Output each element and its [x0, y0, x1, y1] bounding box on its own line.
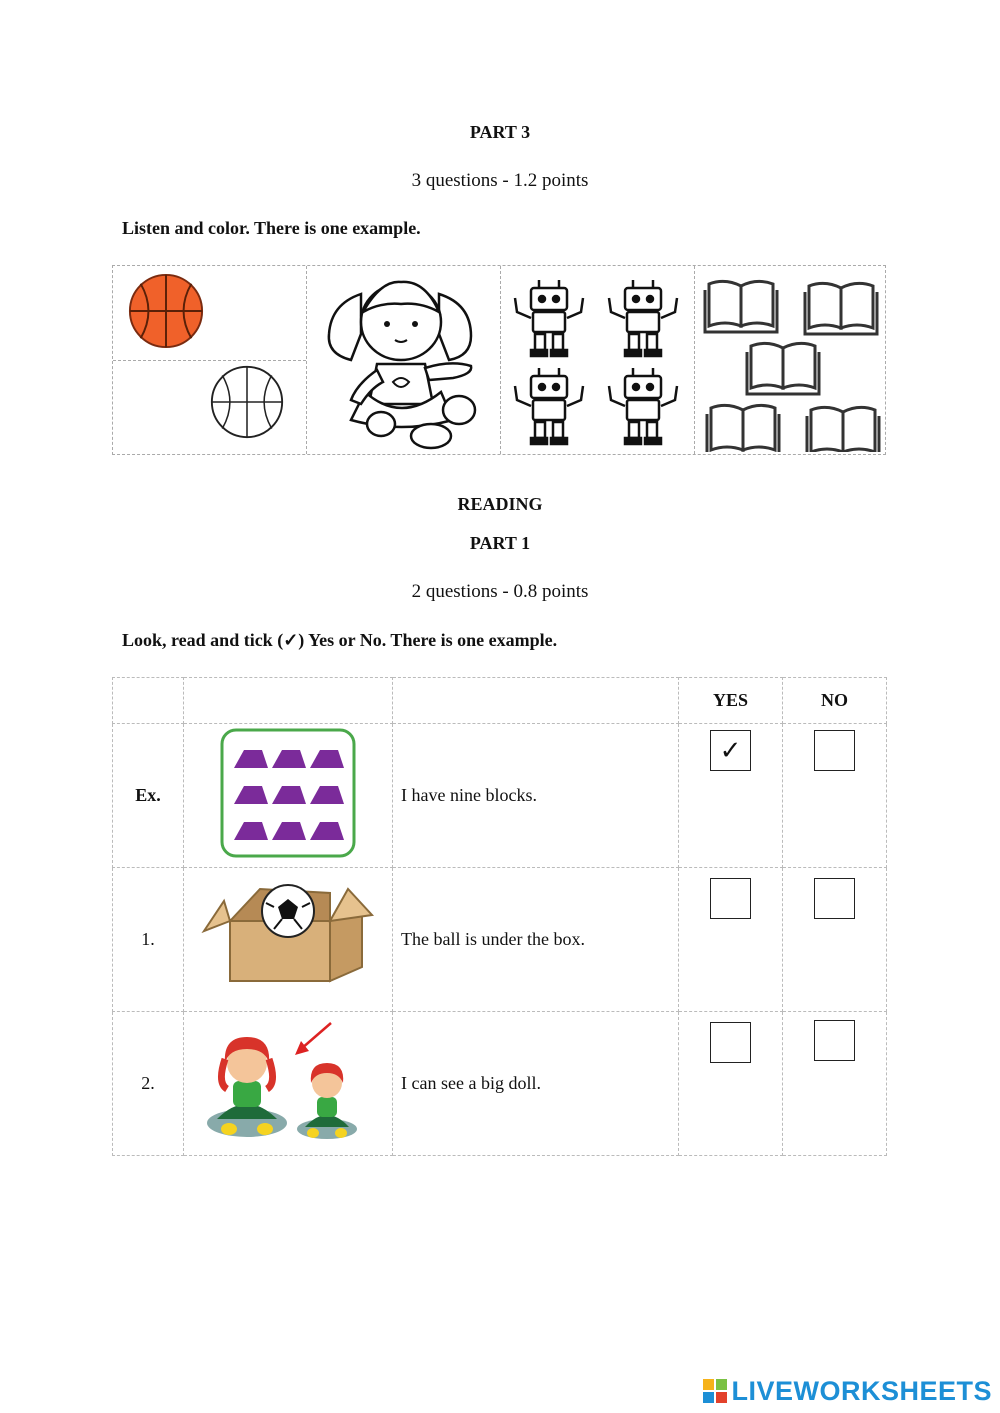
yes-tick-box[interactable]: [710, 878, 751, 919]
sentence: The ball is under the box.: [393, 868, 679, 1012]
picture-strip: [112, 265, 886, 455]
no-tick-box[interactable]: [814, 1020, 855, 1061]
basketball-colored-icon: [127, 272, 205, 350]
reading-part-title: PART 1: [469, 533, 531, 553]
table-row: [113, 724, 887, 868]
part3-subtitle: 3 questions - 1.2 points: [411, 170, 589, 191]
liveworksheets-logo-icon: [703, 1379, 727, 1403]
row-number: 2.: [113, 1012, 184, 1156]
row-number: 1.: [113, 868, 184, 1012]
no-tick-box[interactable]: [814, 730, 855, 771]
doll-outline-icon[interactable]: [321, 274, 491, 450]
no-column-header: NO: [783, 678, 887, 724]
yes-tick-box[interactable]: ✓: [710, 730, 751, 771]
robots-outline-icon[interactable]: [509, 276, 687, 448]
yes-column-header: YES: [679, 678, 783, 724]
brand-text: LIVEWORKSHEETS: [731, 1375, 992, 1406]
sentence: I can see a big doll.: [393, 1012, 679, 1156]
blocks-image: [220, 728, 356, 858]
part3-title: PART 3: [469, 122, 531, 142]
no-tick-box[interactable]: [814, 878, 855, 919]
tick-table: [112, 677, 887, 1156]
part3-instruction: Listen and color. There is one example.: [122, 218, 421, 238]
yes-tick-box[interactable]: [710, 1022, 751, 1063]
table-row: [113, 1012, 887, 1156]
ball-in-box-image: [200, 881, 376, 993]
reading-subtitle: 2 questions - 0.8 points: [411, 581, 589, 602]
books-outline-icon[interactable]: [703, 274, 883, 452]
reading-title: READING: [457, 494, 543, 514]
table-header-row: [113, 678, 887, 724]
sentence: I have nine blocks.: [393, 724, 679, 868]
two-dolls-image: [203, 1019, 373, 1143]
table-row: [113, 868, 887, 1012]
basketball-outline-icon[interactable]: [209, 364, 285, 440]
row-number: Ex.: [113, 724, 184, 868]
reading-instruction: Look, read and tick (✓) Yes or No. There is one example.: [122, 630, 558, 650]
liveworksheets-logo: [703, 1377, 992, 1405]
